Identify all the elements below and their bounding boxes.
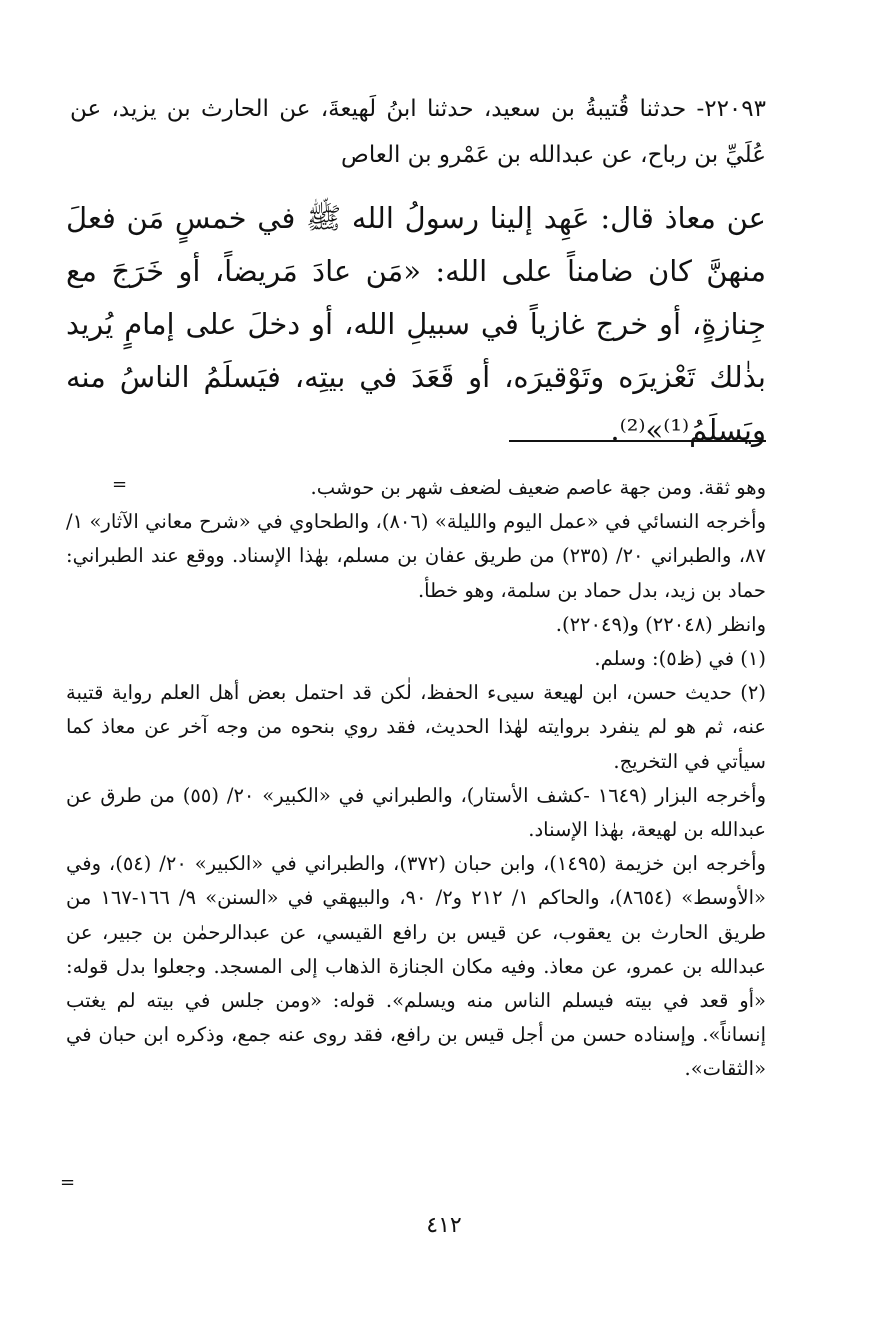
footnote-paragraph: وأخرجه النسائي في «عمل اليوم والليلة» (٨٠٦)، والطحاوي في «شرح معاني الآثار» ١/ ٨٧، والطبراني ٢٠/ (٢٣٥) من طريق عفان بن مسلم، بهٰذا الإسناد. ووقع عند الطبراني: حماد بن زيد، بدل حماد بن سلمة، وهو خطأ. (66, 510, 766, 602)
footnote-paragraph: وأخرجه البزار (١٦٤٩ -كشف الأستار)، والطبراني في «الكبير» ٢٠/ (٥٥) من طرق عن عبدالله بن لهيعة، بهٰذا الإسناد. (66, 783, 766, 842)
footnote-2: (٢) حديث حسن، ابن لهيعة سيىء الحفظ، لٰكن قد احتمل بعض أهل العلم رواية قتيبة عنه، ثم هو لم ينفرد بروايته لهٰذا الحديث، فقد روي بنحوه من وجه آخر عن معاذ كما سيأتي في التخريج. (66, 681, 766, 773)
footnote-paragraph: وهو ثقة. ومن جهة عاصم ضعيف لضعف شهر بن حوشب. (310, 476, 766, 499)
hadith-isnad: ٢٢٠٩٣- حدثنا قُتيبةُ بن سعيد، حدثنا ابنُ لَهيعةَ، عن الحارث بن يزيد، عن عُلَيِّ بن رباح، عن عبدالله بن عَمْرو بن العاص (70, 96, 766, 168)
hadith-text: عن معاذ قال: عَهِد إلينا رسولُ الله ﷺ في خمسٍ مَن فعلَ منهنَّ كان ضامناً على الله: «مَن عادَ مَريضاً، أو خَرَجَ مع جِنازةٍ، أو خرج غازياً في سبيلِ الله، أو دخلَ على إمامٍ يُريد بذٰلك تَعْزيرَه وتَوْقيرَه، أو قَعَدَ في بيتِه، فيَسلَمُ الناسُ منه ويَسلَمُ⁽¹⁾»⁽²⁾. (66, 201, 766, 447)
footnote-paragraph: وأخرجه ابن خزيمة (١٤٩٥)، وابن حبان (٣٧٢)، والطبراني في «الكبير» ٢٠/ (٥٤)، وفي «الأوسط» (٨٦٥٤)، والحاكم ١/ ٢١٢ و٢/ ٩٠، والبيهقي في «السنن» ٩/ ١٦٦-١٦٧ من طريق الحارث بن يعقوب، عن قيس بن رافع القيسي، عن عبدالرحمٰن بن جبير، عن عبدالله بن عمرو، عن معاذ. وفيه مكان الجنازة الذهاب إلى المسجد. وجعلوا بدل قوله: «أو قعد في بيته فيسلم الناس منه ويسلم». قوله: «ومن جلس في بيته لم يغتب إنساناً». وإسناده حسن من أجل قيس بن رافع، فقد روى عنه جمع، وذكره ابن حبان في «الثقات». (66, 852, 766, 1081)
footnotes (66, 471, 766, 1087)
footnote-1: (١) في (ظ٥): وسلم. (594, 647, 766, 671)
footnote-paragraph: وانظر (٢٢٠٤٨) و(٢٢٠٤٩). (555, 612, 766, 636)
footnote-separator (509, 440, 766, 442)
footnote-continuation-mark: = (112, 474, 128, 495)
footnote-end-mark: = (60, 1172, 76, 1193)
page-number: ٤١٢ (426, 1213, 462, 1238)
